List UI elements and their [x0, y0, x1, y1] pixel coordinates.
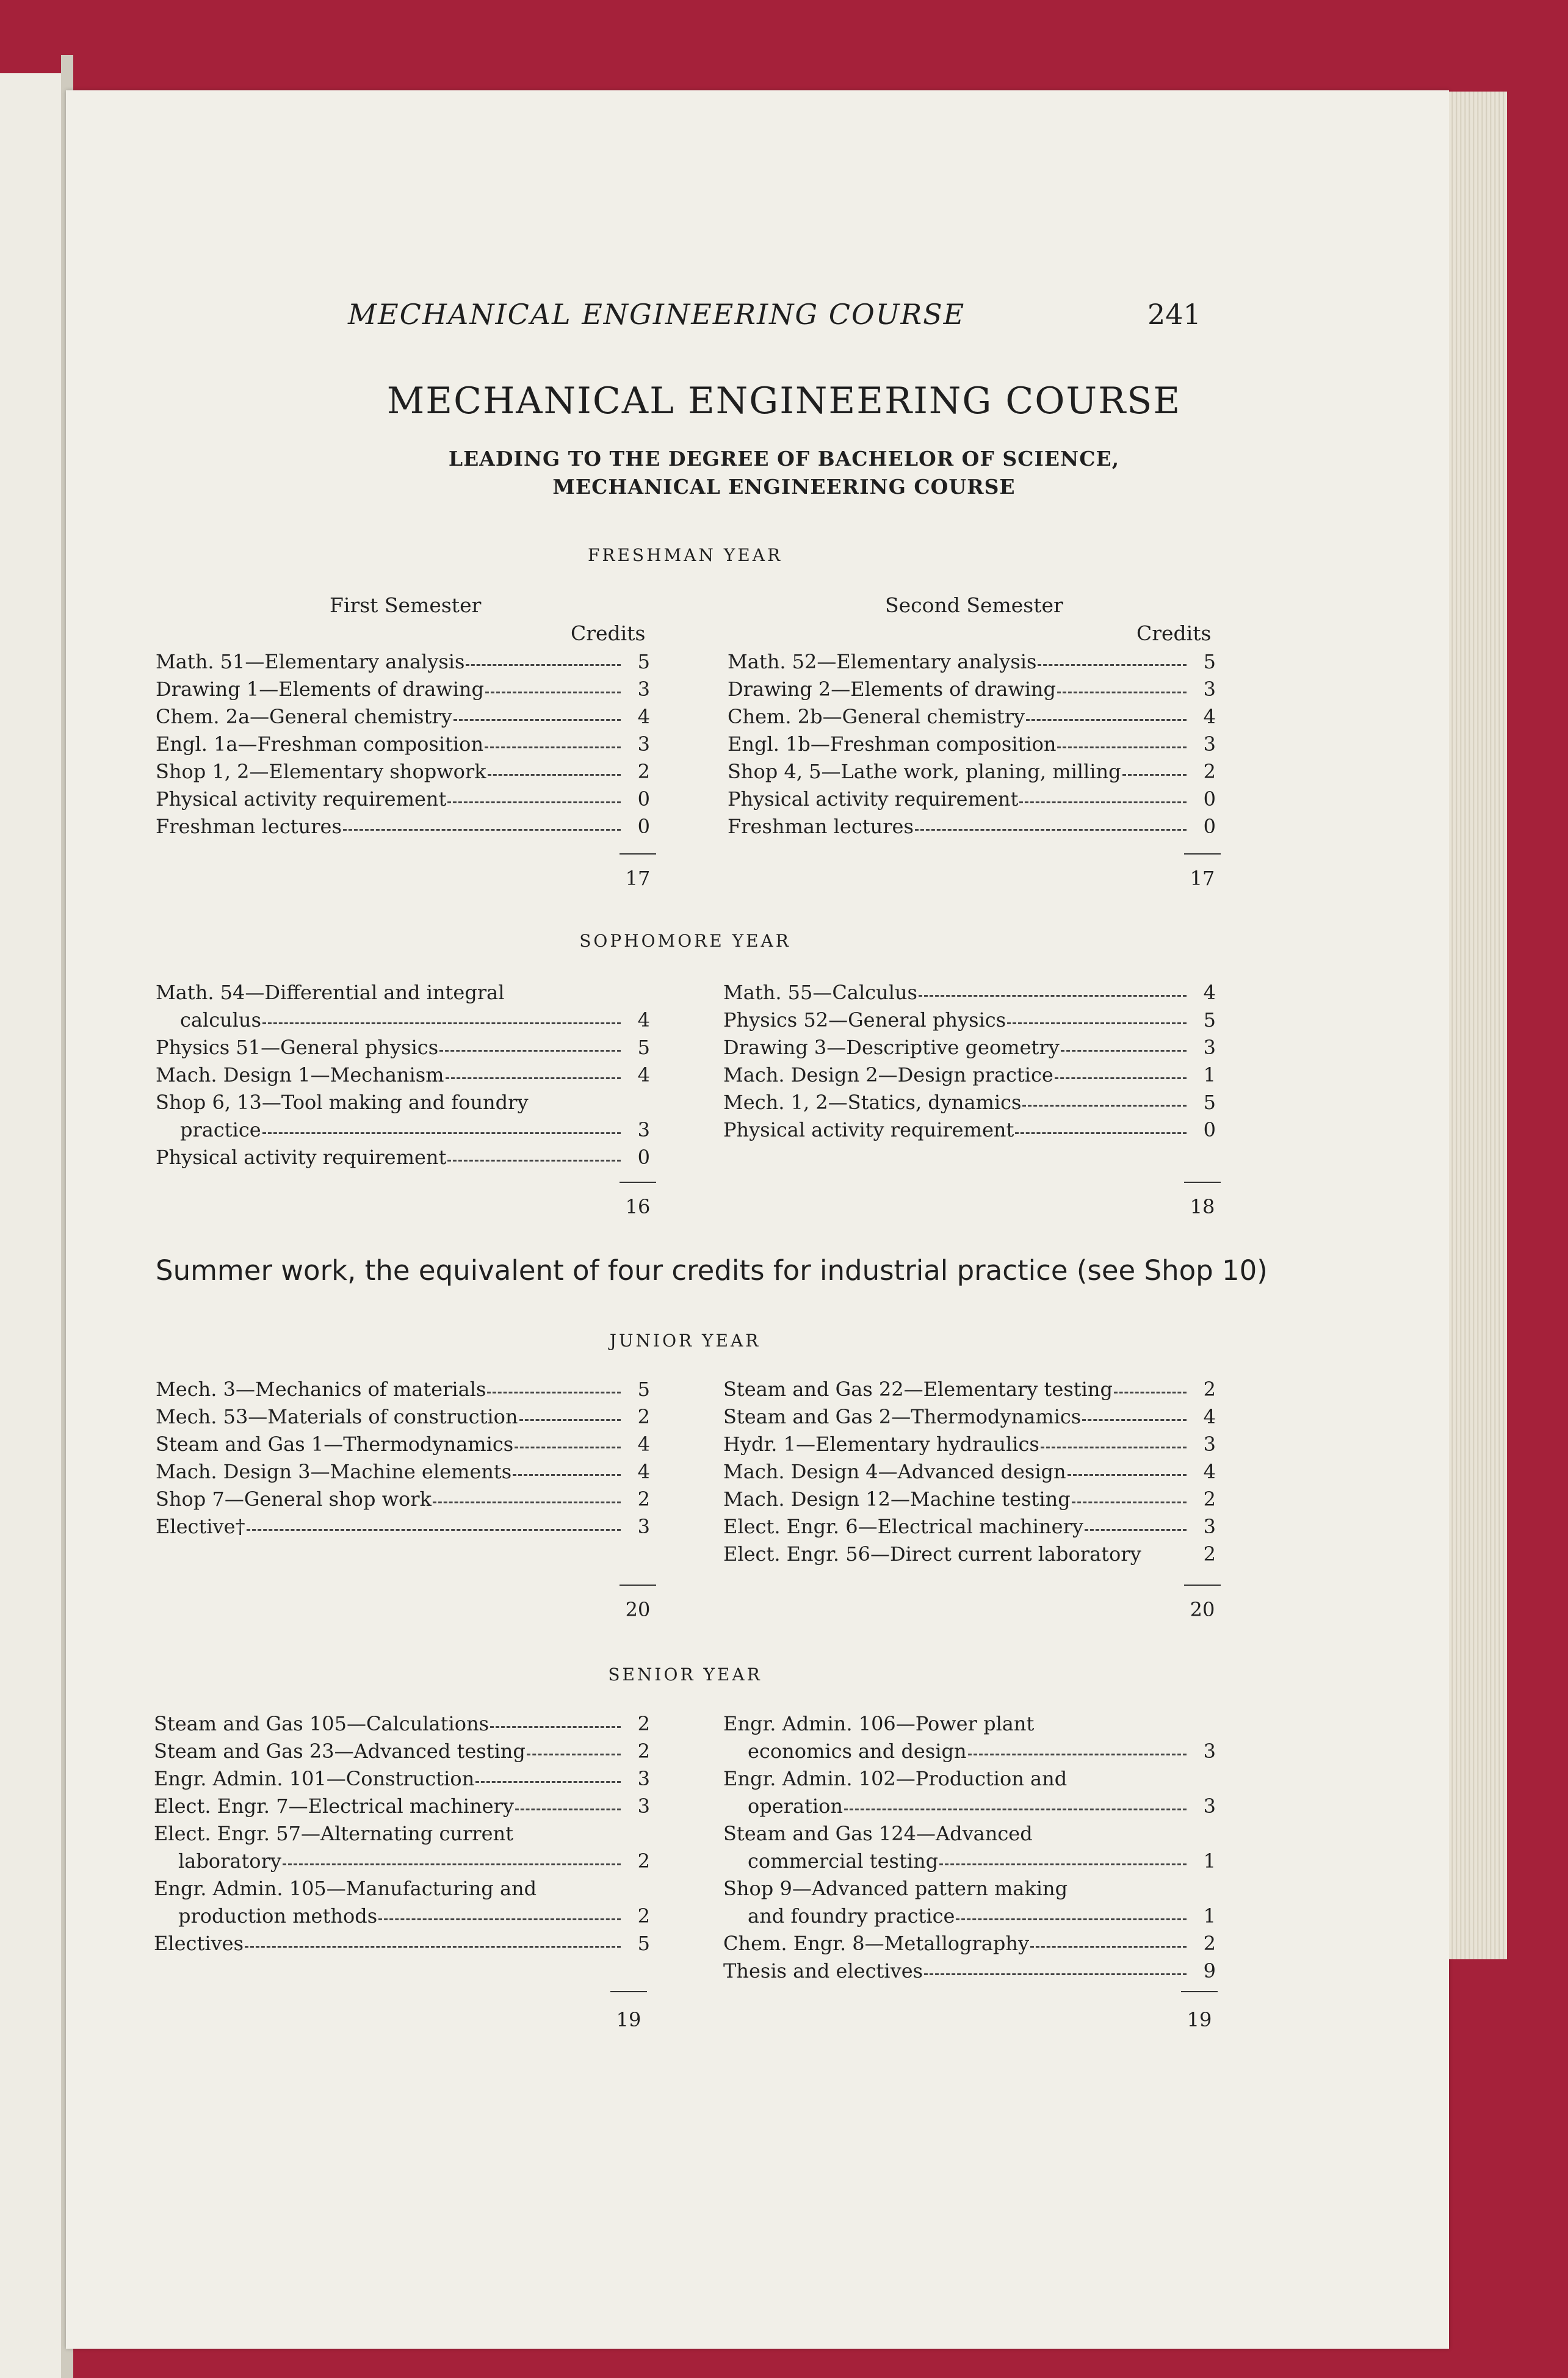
course-row: [728, 673, 1216, 701]
course-row: [156, 1401, 650, 1428]
second-semester-label: Second Semester: [885, 593, 1063, 617]
course-name: Steam and Gas 124—Advanced: [723, 1822, 1033, 1845]
dot-leader: [919, 995, 1187, 997]
course-credits: 5: [1203, 1091, 1216, 1114]
course-name: Steam and Gas 1—Thermodynamics: [156, 1433, 514, 1456]
course-credits: 5: [637, 1036, 650, 1059]
course-row: [723, 1483, 1216, 1511]
total-rule: [620, 1585, 656, 1586]
dot-leader: [1122, 774, 1187, 776]
course-name: Physical activity requirement: [156, 1146, 447, 1169]
dot-leader: [1055, 1077, 1187, 1079]
course-row: [156, 1141, 650, 1169]
dot-leader: [433, 1502, 621, 1503]
course-name: Shop 9—Advanced pattern making: [723, 1877, 1068, 1900]
course-row: [156, 728, 650, 756]
course-credits: 0: [1203, 1118, 1216, 1141]
course-row: [156, 811, 650, 838]
course-name: Mach. Design 4—Advanced design: [723, 1460, 1066, 1483]
dot-leader: [1038, 664, 1187, 666]
page: [66, 90, 1449, 2349]
dot-leader: [915, 829, 1187, 831]
course-row: [156, 977, 650, 1004]
course-name: Hydr. 1—Elementary hydraulics: [723, 1433, 1039, 1456]
freshman-first-semester: [156, 646, 650, 838]
course-credits: 4: [1203, 1460, 1216, 1483]
course-row: [156, 1004, 650, 1032]
course-credits: 2: [637, 1740, 650, 1763]
course-name: Elective†: [156, 1515, 245, 1538]
course-name: Drawing 2—Elements of drawing: [728, 678, 1057, 701]
freshman-heading: FRESHMAN YEAR: [587, 545, 783, 565]
course-name: Physics 51—General physics: [156, 1036, 439, 1059]
course-row: [723, 1845, 1216, 1873]
course-credits: 4: [1203, 981, 1216, 1004]
course-row: [723, 1428, 1216, 1456]
course-name: economics and design: [748, 1740, 967, 1763]
course-name: Shop 4, 5—Lathe work, planing, milling: [728, 760, 1121, 783]
course-row: [723, 1955, 1216, 1982]
course-row: [154, 1790, 650, 1818]
freshman-left-total: 17: [625, 867, 651, 890]
total-rule: [1184, 853, 1221, 855]
course-name: Elect. Engr. 7—Electrical machinery: [154, 1794, 514, 1818]
sophomore-left-total: 16: [625, 1195, 651, 1218]
course-row: [154, 1900, 650, 1928]
course-row: [156, 701, 650, 728]
course-row: [156, 1032, 650, 1059]
course-name: Engr. Admin. 106—Power plant: [723, 1712, 1035, 1735]
junior-first-semester: [156, 1373, 650, 1538]
course-name: Steam and Gas 22—Elementary testing: [723, 1378, 1113, 1401]
dot-leader: [1114, 1392, 1187, 1393]
course-name: Chem. 2a—General chemistry: [156, 705, 452, 728]
course-row: [723, 1873, 1216, 1900]
dot-leader: [490, 1726, 621, 1728]
course-row: [728, 646, 1216, 673]
course-name: Steam and Gas 2—Thermodynamics: [723, 1405, 1082, 1428]
dot-leader: [1030, 1946, 1187, 1948]
course-credits: 3: [1203, 1794, 1216, 1818]
dot-leader: [1085, 1529, 1187, 1531]
dot-leader: [1057, 746, 1187, 748]
senior-heading: SENIOR YEAR: [608, 1664, 762, 1685]
course-row: [154, 1873, 650, 1900]
course-credits: 3: [637, 1515, 650, 1538]
sophomore-right-total: 18: [1190, 1195, 1215, 1218]
course-name: Steam and Gas 23—Advanced testing: [154, 1740, 526, 1763]
course-credits: 1: [1203, 1849, 1216, 1873]
course-row: [723, 1032, 1216, 1059]
course-row: [728, 783, 1216, 811]
page-title: MECHANICAL ENGINEERING COURSE: [386, 380, 1182, 422]
course-credits: 2: [637, 760, 650, 783]
course-row: [156, 1511, 650, 1538]
dot-leader: [1057, 692, 1187, 693]
course-name: and foundry practice: [748, 1904, 955, 1928]
course-name: Physical activity requirement: [723, 1118, 1014, 1141]
sophomore-second-semester: [723, 977, 1216, 1141]
dot-leader: [1022, 1105, 1187, 1107]
course-credits: 4: [637, 1460, 650, 1483]
course-row: [156, 1456, 650, 1483]
course-name: practice: [180, 1118, 261, 1141]
course-name: Engr. Admin. 101—Construction: [154, 1767, 475, 1790]
course-credits: 2: [1203, 760, 1216, 783]
dot-leader: [515, 1809, 621, 1810]
course-row: [156, 1114, 650, 1141]
course-name: Math. 54—Differential and integral: [156, 981, 505, 1004]
course-row: [723, 1818, 1216, 1845]
course-row: [156, 646, 650, 673]
course-credits: 1: [1203, 1904, 1216, 1928]
total-rule: [610, 1991, 647, 1992]
course-name: commercial testing: [748, 1849, 939, 1873]
dot-leader: [485, 746, 621, 748]
course-credits: 4: [1203, 705, 1216, 728]
freshman-right-total: 17: [1190, 867, 1215, 890]
first-semester-label: First Semester: [330, 593, 482, 617]
dot-leader: [245, 1946, 621, 1948]
course-name: Shop 7—General shop work: [156, 1487, 432, 1511]
course-name: Mach. Design 2—Design practice: [723, 1063, 1053, 1086]
credits-label-left: Credits: [571, 621, 646, 645]
course-credits: 4: [637, 1063, 650, 1086]
course-row: [154, 1708, 650, 1735]
course-row: [728, 756, 1216, 783]
course-name: Electives: [154, 1932, 244, 1955]
course-credits: 4: [1203, 1405, 1216, 1428]
course-row: [156, 1059, 650, 1086]
course-credits: 3: [637, 1118, 650, 1141]
course-row: [156, 1428, 650, 1456]
course-name: Math. 52—Elementary analysis: [728, 650, 1037, 673]
course-row: [728, 701, 1216, 728]
junior-right-total: 20: [1190, 1598, 1215, 1621]
dot-leader: [453, 719, 621, 721]
course-row: [723, 977, 1216, 1004]
course-credits: 2: [637, 1712, 650, 1735]
course-credits: 2: [1203, 1378, 1216, 1401]
course-row: [156, 1086, 650, 1114]
total-rule: [620, 853, 656, 855]
dot-leader: [1082, 1419, 1187, 1421]
course-credits: 5: [637, 650, 650, 673]
dot-leader: [1007, 1022, 1187, 1024]
course-row: [156, 1373, 650, 1401]
course-row: [723, 1373, 1216, 1401]
course-credits: 3: [1203, 678, 1216, 701]
dot-leader: [378, 1918, 621, 1920]
course-name: Engl. 1b—Freshman composition: [728, 732, 1057, 756]
course-name: Freshman lectures: [728, 815, 914, 838]
course-credits: 3: [637, 1767, 650, 1790]
dot-leader: [439, 1050, 621, 1052]
course-credits: 2: [1203, 1932, 1216, 1955]
dot-leader: [956, 1918, 1187, 1920]
course-name: Mech. 53—Materials of construction: [156, 1405, 518, 1428]
dot-leader: [844, 1809, 1187, 1810]
course-name: Chem. Engr. 8—Metallography: [723, 1932, 1030, 1955]
course-name: Mech. 1, 2—Statics, dynamics: [723, 1091, 1022, 1114]
dot-leader: [488, 774, 621, 776]
course-row: [723, 1401, 1216, 1428]
course-credits: 1: [1203, 1063, 1216, 1086]
course-name: Chem. 2b—General chemistry: [728, 705, 1025, 728]
junior-second-semester: [723, 1373, 1216, 1566]
course-name: Shop 6, 13—Tool making and foundry: [156, 1091, 529, 1114]
dot-leader: [1061, 1050, 1187, 1052]
course-name: laboratory: [178, 1849, 281, 1873]
senior-first-semester: [154, 1708, 650, 1955]
dot-leader: [283, 1863, 621, 1865]
page-number: 241: [1147, 298, 1201, 331]
dot-leader: [1026, 719, 1187, 721]
dot-leader: [447, 1160, 621, 1162]
course-row: [723, 1790, 1216, 1818]
dot-leader: [519, 1419, 621, 1421]
course-row: [723, 1511, 1216, 1538]
course-row: [723, 1059, 1216, 1086]
course-row: [728, 728, 1216, 756]
course-credits: 0: [1203, 787, 1216, 811]
course-name: Engr. Admin. 105—Manufacturing and: [154, 1877, 537, 1900]
dot-leader: [1072, 1502, 1187, 1503]
course-name: Thesis and electives: [723, 1959, 923, 1982]
dot-leader: [1015, 1132, 1187, 1134]
course-name: production methods: [178, 1904, 378, 1928]
dot-leader: [513, 1474, 621, 1476]
course-credits: 3: [637, 732, 650, 756]
course-credits: 3: [637, 678, 650, 701]
course-credits: 2: [1203, 1487, 1216, 1511]
course-name: Math. 55—Calculus: [723, 981, 917, 1004]
dot-leader: [446, 1077, 621, 1079]
course-row: [156, 756, 650, 783]
course-name: Physics 52—General physics: [723, 1008, 1006, 1032]
course-row: [723, 1004, 1216, 1032]
course-credits: 4: [637, 705, 650, 728]
course-credits: 9: [1203, 1959, 1216, 1982]
course-credits: 2: [637, 1904, 650, 1928]
dot-leader: [262, 1132, 621, 1134]
course-row: [723, 1456, 1216, 1483]
course-name: operation: [748, 1794, 844, 1818]
dot-leader: [485, 692, 621, 693]
course-name: Engr. Admin. 102—Production and: [723, 1767, 1068, 1790]
dot-leader: [475, 1781, 621, 1783]
dot-leader: [1041, 1447, 1187, 1448]
course-name: Mach. Design 1—Mechanism: [156, 1063, 444, 1086]
course-credits: 0: [1203, 815, 1216, 838]
course-name: Mach. Design 12—Machine testing: [723, 1487, 1071, 1511]
total-rule: [620, 1182, 656, 1183]
course-name: Elect. Engr. 56—Direct current laboratory: [723, 1542, 1141, 1566]
course-name: Physical activity requirement: [728, 787, 1019, 811]
dot-leader: [924, 1973, 1187, 1975]
dot-leader: [487, 1392, 621, 1393]
course-row: [723, 1538, 1216, 1566]
dot-leader: [1068, 1474, 1187, 1476]
course-row: [156, 783, 650, 811]
course-row: [156, 673, 650, 701]
sophomore-heading: SOPHOMORE YEAR: [579, 931, 791, 951]
course-name: Drawing 1—Elements of drawing: [156, 678, 485, 701]
course-row: [723, 1708, 1216, 1735]
course-name: Elect. Engr. 6—Electrical machinery: [723, 1515, 1083, 1538]
course-credits: 4: [637, 1008, 650, 1032]
course-name: Physical activity requirement: [156, 787, 447, 811]
dot-leader: [1019, 801, 1187, 803]
senior-right-total: 19: [1187, 2008, 1212, 2031]
course-row: [723, 1086, 1216, 1114]
dot-leader: [968, 1754, 1187, 1755]
course-credits: 5: [637, 1378, 650, 1401]
dot-leader: [447, 801, 621, 803]
course-credits: 3: [1203, 1515, 1216, 1538]
course-credits: 3: [1203, 732, 1216, 756]
course-row: [728, 811, 1216, 838]
course-name: Mach. Design 3—Machine elements: [156, 1460, 512, 1483]
freshman-second-semester: [728, 646, 1216, 838]
course-credits: 3: [1203, 1036, 1216, 1059]
course-name: Freshman lectures: [156, 815, 342, 838]
course-row: [723, 1735, 1216, 1763]
course-credits: 2: [1203, 1542, 1216, 1566]
dot-leader: [262, 1022, 621, 1024]
senior-left-total: 19: [616, 2008, 641, 2031]
course-credits: 5: [1203, 650, 1216, 673]
dot-leader: [466, 664, 621, 666]
subtitle-line-2: MECHANICAL ENGINEERING COURSE: [552, 475, 1016, 499]
course-row: [723, 1114, 1216, 1141]
junior-heading: JUNIOR YEAR: [609, 1331, 761, 1351]
junior-left-total: 20: [625, 1598, 651, 1621]
dot-leader: [527, 1754, 621, 1755]
sophomore-first-semester: [156, 977, 650, 1169]
course-name: Shop 1, 2—Elementary shopwork: [156, 760, 486, 783]
course-credits: 2: [637, 1487, 650, 1511]
page-stack-edge: [1449, 92, 1507, 1959]
course-credits: 3: [1203, 1433, 1216, 1456]
dot-leader: [939, 1863, 1187, 1865]
course-row: [154, 1763, 650, 1790]
running-head: MECHANICAL ENGINEERING COURSE: [348, 298, 966, 331]
course-credits: 0: [637, 815, 650, 838]
course-credits: 3: [637, 1794, 650, 1818]
subtitle-line-1: LEADING TO THE DEGREE OF BACHELOR OF SCIENCE,: [448, 447, 1120, 471]
course-row: [154, 1735, 650, 1763]
course-name: calculus: [180, 1008, 262, 1032]
course-credits: 5: [1203, 1008, 1216, 1032]
senior-second-semester: [723, 1708, 1216, 1982]
course-credits: 0: [637, 1146, 650, 1169]
course-credits: 5: [637, 1932, 650, 1955]
course-row: [156, 1483, 650, 1511]
course-row: [154, 1928, 650, 1955]
total-rule: [1181, 1991, 1218, 1992]
course-credits: 2: [637, 1405, 650, 1428]
course-name: Engl. 1a—Freshman composition: [156, 732, 484, 756]
credits-label-right: Credits: [1136, 621, 1212, 645]
course-name: Math. 51—Elementary analysis: [156, 650, 465, 673]
course-credits: 4: [637, 1433, 650, 1456]
course-credits: 3: [1203, 1740, 1216, 1763]
course-row: [154, 1818, 650, 1845]
course-name: Drawing 3—Descriptive geometry: [723, 1036, 1060, 1059]
total-rule: [1184, 1585, 1221, 1586]
course-row: [154, 1845, 650, 1873]
course-name: Steam and Gas 105—Calculations: [154, 1712, 489, 1735]
course-row: [723, 1900, 1216, 1928]
total-rule: [1184, 1182, 1221, 1183]
course-row: [723, 1763, 1216, 1790]
dot-leader: [247, 1529, 621, 1531]
dot-leader: [515, 1447, 621, 1448]
course-row: [723, 1928, 1216, 1955]
course-name: Mech. 3—Mechanics of materials: [156, 1378, 486, 1401]
dot-leader: [343, 829, 621, 831]
summer-work-note: Summer work, the equivalent of four credits for industrial practice (see Shop 10): [156, 1254, 1268, 1287]
course-credits: 2: [637, 1849, 650, 1873]
course-credits: 0: [637, 787, 650, 811]
course-name: Elect. Engr. 57—Alternating current: [154, 1822, 513, 1845]
